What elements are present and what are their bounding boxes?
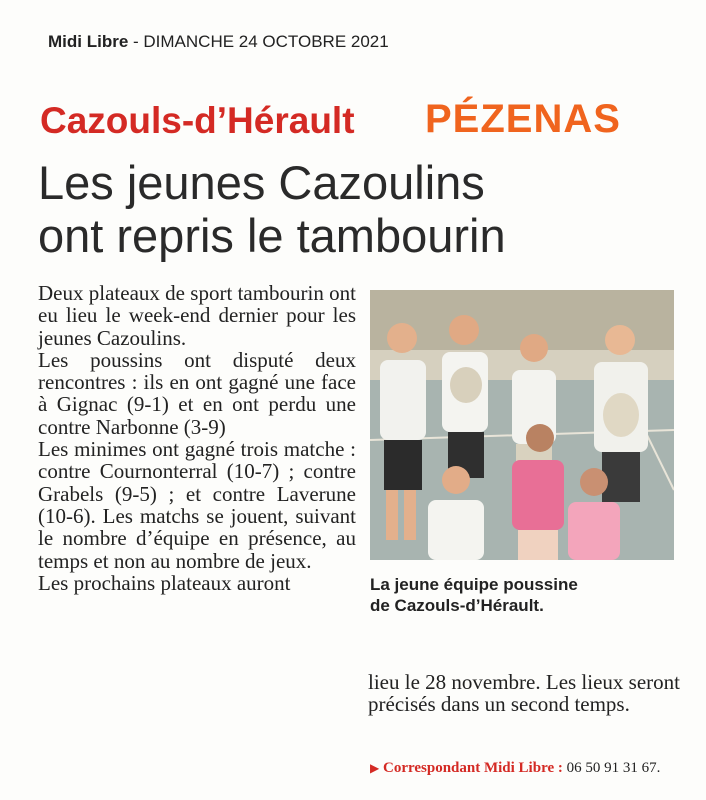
article-continuation: lieu le 28 novembre. Les lieux seront précisés dans un second temps. [368, 670, 680, 717]
publication-date: DIMANCHE 24 OCTOBRE 2021 [143, 32, 389, 51]
caption-line-1: La jeune équipe poussine [370, 575, 578, 594]
article-body-right [368, 671, 680, 716]
headline-line-1: Les jeunes Cazoulins [38, 156, 485, 209]
team-photo [370, 290, 674, 560]
caption-line-2: de Cazouls-d’Hérault. [370, 596, 544, 615]
city-heading-secondary: PÉZENAS [425, 97, 621, 141]
article-paragraph: Les minimes ont gagné trois matche : contre Cournonterral (10-7) ; contre Grabels (9-5) ; et contre Laverune (10-6). Les matchs se jouent, suivant le nombre d’équipe en présence, au temps et non au nombre de jeux. [38, 437, 356, 573]
headline-line-2: ont repris le tambourin [38, 209, 506, 262]
publication-name: Midi Libre [48, 32, 129, 51]
masthead [48, 32, 389, 52]
article-body-left [38, 282, 356, 594]
article-paragraph: Deux plateaux de sport tambourin ont eu lieu le week-end dernier pour les jeunes Cazoulins. [38, 281, 356, 350]
article-paragraph: Les prochains plateaux auront [38, 570, 291, 595]
team-photo-illustration [370, 290, 674, 560]
correspondent-label: Correspondant Midi Libre : [382, 760, 563, 776]
city-heading-primary: Cazouls-d’Hérault [40, 100, 355, 141]
correspondent-contact [370, 760, 660, 777]
correspondent-phone: 06 50 91 31 67. [566, 760, 661, 776]
masthead-separator: - [128, 32, 144, 51]
article-paragraph: Les poussins ont disputé deux rencontres : ils en ont gagné une face à Gignac (9-1) et en ont perdu une contre Narbonne (3-9) [38, 347, 356, 439]
article-headline [38, 156, 678, 262]
triangle-right-icon: ▶ [370, 761, 380, 775]
photo-caption [370, 574, 680, 616]
